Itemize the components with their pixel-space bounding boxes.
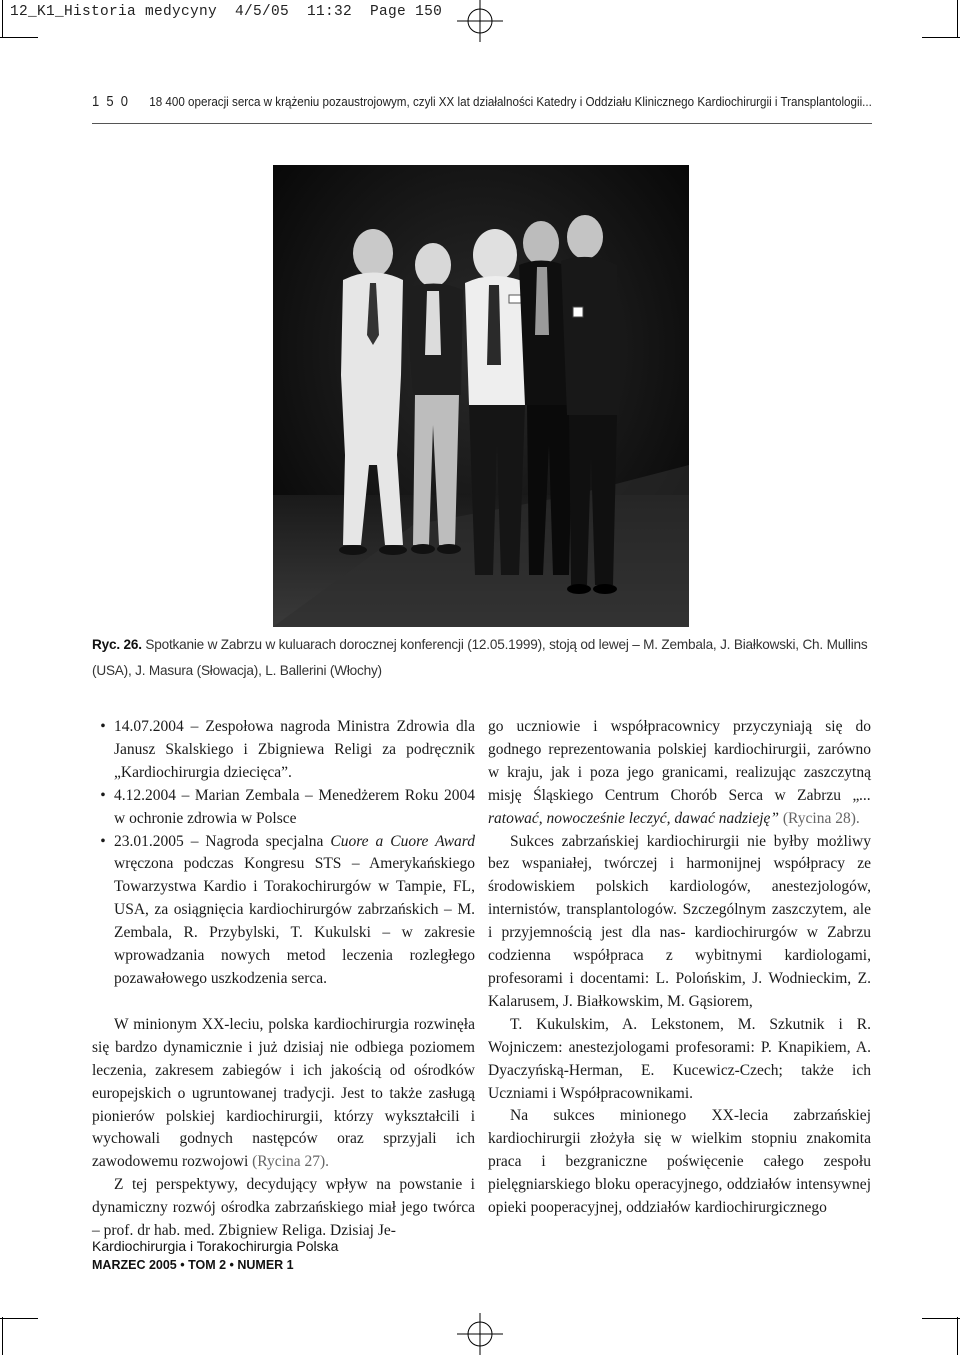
right-column: [488, 716, 871, 1220]
group-photo: [273, 165, 689, 627]
figure-reference: (Rycina 27).: [252, 1153, 329, 1171]
body-paragraph: Z tej perspektywy, decydujący wpływ na powstanie i dynamiczny rozwój ośrodka zabrzańskiego miał jego twórca – prof. dr hab. med. Zbigniew Religa. Dzisiaj Je-: [92, 1176, 475, 1240]
figure-reference: (Rycina 28).: [782, 809, 860, 827]
crop-mark: [957, 0, 958, 38]
body-paragraph: Na sukces minionego XX-lecia zabrzańskiej kardiochirurgii złożyła się w wielkim stopniu znakomita praca i bezgraniczne poświęcenie całego zespołu pielęgniarskiego bloku operacyjnego, oddziałów intensywnej opieki pooperacyjnej, oddziałów kardiochirurgicznego: [488, 1107, 871, 1217]
running-head: [92, 94, 872, 110]
list-item: • 14.07.2004 – Zespołowa nagroda Ministra Zdrowia dla Janusz Skalskiego i Zbigniewa Religi za podręcznik „Kardiochirurgia dziecięca”.: [92, 716, 475, 785]
crop-mark: [922, 1318, 960, 1319]
registration-mark-icon: [457, 1313, 503, 1355]
journal-issue: MARZEC 2005 • TOM 2 • NUMER 1: [92, 1258, 294, 1272]
bullet-icon: •: [100, 832, 106, 850]
figure-label: Ryc. 26.: [92, 637, 142, 652]
body-paragraph: W minionym XX-leciu, polska kardiochirurgia rozwinęła się bardzo dynamicznie i już dzisiaj nie odbiega poziomem leczenia, zakresem zabiegów i ich jakością od ośrodków europejskich o ugruntowanej tradycji. Jest to także zasługą pionierów polskiej kardiochirurgii, którzy wykształcili i wychowali godnych następców oraz sprzyjali ich zawodowemu rozwojowi (Rycina 27).: [92, 1015, 475, 1171]
page-footer: [92, 1237, 338, 1275]
list-item: • 4.12.2004 – Marian Zembala – Menedżerem Roku 2004 w ochronie zdrowia w Polsce: [92, 785, 475, 831]
figure-caption: [92, 632, 872, 684]
body-paragraph: go uczniowie i współpracownicy przyczyniają się do godnego reprezentowania polskiej kardiochirurgii, zarówno w kraju, jak i poza jego granicami, realizując zaszczytną misję Śląskiego Centrum Chorób Serca w Zabrzu „... ratować, nowocześnie leczyć, dawać nadzieję” (Rycina 28).: [488, 718, 871, 827]
header-rule: [92, 123, 872, 124]
crop-mark: [2, 1317, 3, 1355]
bullet-icon: •: [100, 718, 106, 735]
journal-name: Kardiochirurgia i Torakochirurgia Polska: [92, 1238, 339, 1254]
crop-mark: [0, 1318, 38, 1319]
list-item: • 23.01.2005 – Nagroda specjalna Cuore a Cuore Award wręczona podczas Kongresu STS – Amerykańskiego Towarzystwa Kardio i Torakochirurgów w Tampie, FL, USA, za osiągnięcia kardiochirurgów zabrzańskich – M. Zembala, R. Przybylski, T. Kukulski – w zakresie wprowadzania nowych metod leczenia rozległego pozawałowego uszkodzenia serca.: [92, 831, 475, 991]
registration-mark-icon: [457, 0, 503, 42]
page-number: 1 5 0: [92, 94, 130, 110]
print-slug: 12_K1_Historia medycyny 4/5/05 11:32 Page 150: [10, 4, 443, 20]
crop-mark: [2, 0, 3, 38]
body-paragraph: T. Kukulskim, A. Lekstonem, M. Szkutnik i R. Wojniczem: anestezjologami profesorami: P. Knapikiem, A. Dyaczyńską-Herman, E. Kucewicz-Czech; także ich Uczniami i Współpracownikami.: [488, 1015, 871, 1102]
crop-mark: [0, 37, 38, 38]
figure-caption-text: Spotkanie w Zabrzu w kuluarach dorocznej konferencji (12.05.1999), stoją od lewej – M. Zembala, J. Białkowski, Ch. Mullins (USA), J. Masura (Słowacja), L. Ballerini (Włochy): [92, 637, 868, 678]
photo-illustration: [273, 165, 689, 627]
bullet-icon: •: [100, 786, 106, 804]
left-column: [92, 716, 475, 1243]
crop-mark: [922, 37, 960, 38]
crop-mark: [957, 1317, 958, 1355]
running-head-title: 18 400 operacji serca w krążeniu pozaustrojowym, czyli XX lat działalności Katedry i Oddziału Klinicznego Kardiochirurgii i Transplantologii...: [149, 94, 872, 109]
body-paragraph: Sukces zabrzańskiej kardiochirurgii nie byłby możliwy bez wspaniałej, twórczej i harmonijnej współpracy ze środowiskiem polskich kardiologów, anestezjologów, internistów, transplantologów. Szczególnym zaszczytem, ale i przyjemnością jest dla nas- kardiochirurgów w Zabrzu codzienna współpraca z wybitnymi kardiologami, profesorami i docentami: L. Polońskim, J. Wodnieckim, Z. Kalarusem, J. Białkowskim, M. Gąsiorem,: [488, 832, 871, 1010]
